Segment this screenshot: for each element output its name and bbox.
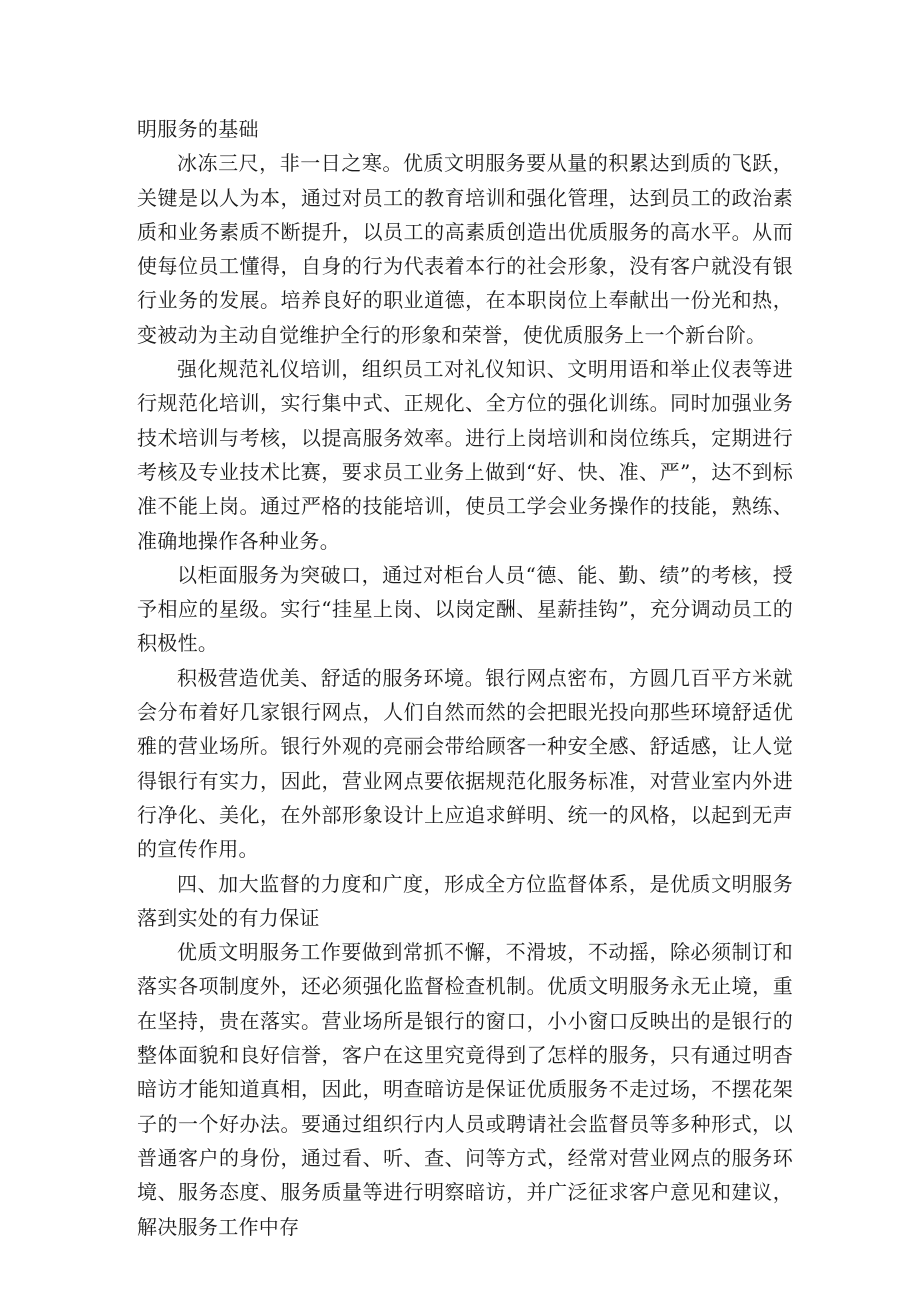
section-heading-continuation: 明服务的基础 <box>137 117 259 141</box>
paragraph-counter-service: 以柜面服务为突破口，通过对柜台人员“德、能、勤、绩”的考核，授予相应的星级。实行“挂星上岗、以岗定酬、星薪挂钩”，充分调动员工的积极性。 <box>137 562 793 656</box>
paragraph-etiquette-training: 强化规范礼仪培训，组织员工对礼仪知识、文明用语和举止仪表等进行规范化培训，实行集中式、正规化、全方位的强化训练。同时加强业务技术培训与考核，以提高服务效率。进行上岗培训和岗位练兵，定期进行考核及专业技术比赛，要求员工业务上做到“好、快、准、严”，达不到标准不能上岗。通过严格的技能培训，使员工学会业务操作的技能，熟练、准确地操作各种业务。 <box>137 357 793 553</box>
paragraph-service-environment: 积极营造优美、舒适的服务环境。银行网点密布，方圆几百平方米就会分布着好几家银行网点，人们自然而然的会把眼光投向那些环境舒适优雅的营业场所。银行外观的亮丽会带给顾客一种安全感、舒适感，让人觉得银行有实力，因此，营业网点要依据规范化服务标准，对营业室内外进行净化、美化，在外部形象设计上应追求鲜明、统一的风格，以起到无声的宣传作用。 <box>137 665 793 862</box>
section-heading-supervision: 四、加大监督的力度和广度，形成全方位监督体系，是优质文明服务落到实处的有力保证 <box>137 871 793 930</box>
document-page <box>137 112 793 1244</box>
paragraph-staff-quality: 冰冻三尺，非一日之寒。优质文明服务要从量的积累达到质的飞跃，关键是以人为本，通过对员工的教育培训和强化管理，达到员工的政治素质和业务素质不断提升，以员工的高素质创造出优质服务的高水平。从而使每位员工懂得，自身的行为代表着本行的社会形象，没有客户就没有银行业务的发展。培养良好的职业道德，在本职岗位上奉献出一份光和热，变被动为主动自觉维护全行的形象和荣誉，使优质服务上一个新台阶。 <box>137 151 793 347</box>
paragraph-supervision-mechanism: 优质文明服务工作要做到常抓不懈，不滑坡，不动摇，除必须制订和落实各项制度外，还必须强化监督检查机制。优质文明服务永无止境，重在坚持，贵在落实。营业场所是银行的窗口，小小窗口反映出的是银行的整体面貌和良好信誉，客户在这里究竟得到了怎样的服务，只有通过明杳暗访才能知道真相，因此，明查暗访是保证优质服务不走过场，不摆花架子的一个好办法。要通过组织行内人员或聘请社会监督员等多种形式，以普通客户的身份，通过看、听、查、问等方式，经常对营业网点的服务环境、服务态度、服务质量等进行明察暗访，并广泛征求客户意见和建议，解决服务工作中存 <box>137 940 793 1239</box>
